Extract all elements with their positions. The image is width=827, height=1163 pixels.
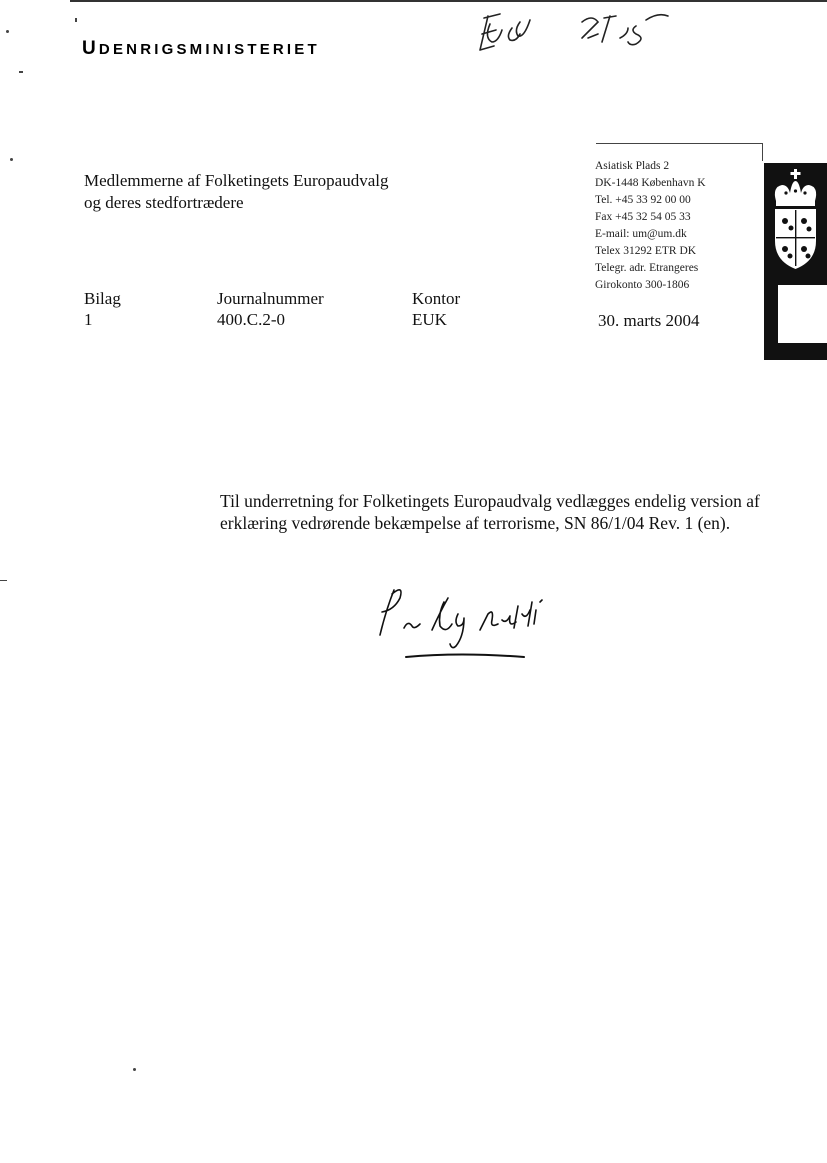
handwritten-reference <box>470 8 690 58</box>
sender-address <box>595 158 706 294</box>
kontor-value: EUK <box>412 310 447 329</box>
body-line: Til underretning for Folketingets Europaudvalg vedlægges endelig version af <box>220 491 760 511</box>
margin-mark <box>19 71 23 73</box>
ministry-name <box>82 38 320 60</box>
recipient-line: Medlemmerne af Folketingets Europaudvalg <box>84 171 389 190</box>
address-line: DK-1448 København K <box>595 177 706 189</box>
address-line: Telegr. adr. Etrangeres <box>595 262 699 274</box>
margin-mark <box>0 580 7 581</box>
signature <box>360 580 560 670</box>
kontor-label: Kontor <box>412 289 461 308</box>
address-line: Girokonto 300-1806 <box>595 279 690 291</box>
ministry-initial: U <box>82 38 99 59</box>
address-line: Asiatisk Plads 2 <box>595 160 670 172</box>
recipient-line: og deres stedfortrædere <box>84 193 244 212</box>
ministry-rest: DENRIGSMINISTERIET <box>98 41 320 58</box>
royal-crest-icon <box>764 163 827 283</box>
address-line: Tel. +45 33 92 00 00 <box>595 194 691 206</box>
margin-mark <box>75 18 77 22</box>
margin-mark <box>6 30 9 33</box>
recipient-block <box>84 170 389 214</box>
body-line: erklæring vedrørende bekæmpelse af terrorisme, SN 86/1/04 Rev. 1 (en). <box>220 513 731 533</box>
bilag-label: Bilag <box>84 289 121 308</box>
address-rule <box>762 143 763 161</box>
address-rule <box>596 143 762 144</box>
margin-mark <box>133 1068 136 1071</box>
address-line: Telex 31292 ETR DK <box>595 245 697 257</box>
crest-notch <box>778 285 827 343</box>
margin-mark <box>10 158 13 161</box>
journal-value: 400.C.2-0 <box>217 310 285 329</box>
bilag-value: 1 <box>84 310 93 329</box>
letter-date: 30. marts 2004 <box>598 311 700 330</box>
body-paragraph <box>220 490 780 534</box>
journal-label: Journalnummer <box>217 289 324 308</box>
top-border-line <box>70 0 827 2</box>
address-line: Fax +45 32 54 05 33 <box>595 211 691 223</box>
address-line: E-mail: um@um.dk <box>595 228 687 240</box>
